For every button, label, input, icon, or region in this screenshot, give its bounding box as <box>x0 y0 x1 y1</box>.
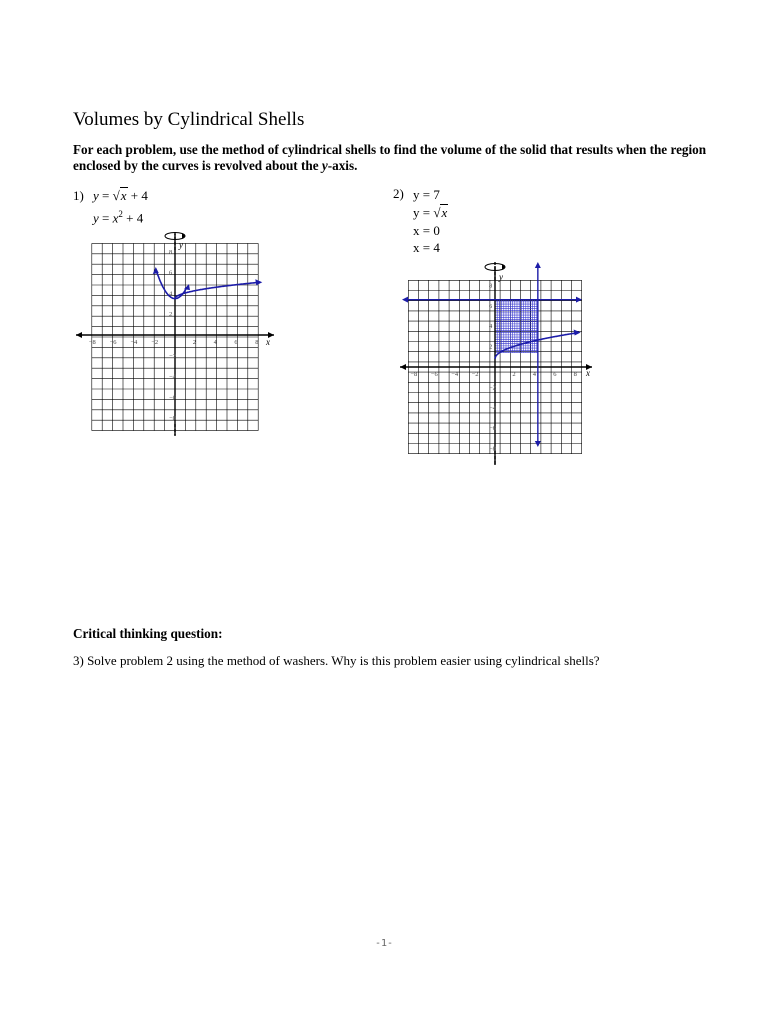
graph-1-y-tick-label: 2 <box>169 311 173 319</box>
graph-1-curve-arrow <box>153 267 159 274</box>
graph-1-x-tick-label: 6 <box>234 339 238 346</box>
graph-1-y-tick-label: −4 <box>169 373 176 381</box>
eq-exponent: 2 <box>118 209 123 219</box>
graph-2-x-tick-label: 6 <box>553 371 557 378</box>
graph-1-x-tick-label: 8 <box>255 339 259 346</box>
sqrt-symbol: √ <box>433 205 441 220</box>
instructions <box>73 142 733 174</box>
graph-2-y-tick-label: 2 <box>489 343 493 351</box>
problem-2-equation-1: y = 7 <box>413 187 440 202</box>
graph-2-curve-arrow <box>402 297 408 303</box>
graph-2-x-tick-label: −6 <box>430 371 438 378</box>
problem-2-equation-3: x = 0 <box>413 223 440 238</box>
graph-2-y-label: y <box>499 272 503 282</box>
graph-1-x-tick-label: 4 <box>213 339 217 346</box>
graph-1-x-arrow-left <box>76 332 82 338</box>
eq-var: y <box>93 188 99 203</box>
graph-1 <box>70 228 280 440</box>
graph-1-y-label: y <box>179 240 183 250</box>
graph-2-y-tick-label: 4 <box>489 323 493 331</box>
eq-base: x <box>112 210 119 226</box>
radicand: x <box>441 205 448 220</box>
graph-2-x-tick-label: −2 <box>471 371 479 378</box>
graph-2 <box>396 258 596 470</box>
radicand: x <box>120 188 127 203</box>
problem-1-equation-2 <box>93 206 143 226</box>
graph-1-x-tick-label: −2 <box>151 339 159 346</box>
graph-2-x-tick-label: −8 <box>410 371 418 378</box>
page-title: Volumes by Cylindrical Shells <box>73 109 305 130</box>
graph-2-curve-arrow <box>535 262 541 268</box>
graph-1-curve-arrow <box>255 279 262 285</box>
graph-2-x-label: x <box>586 368 590 378</box>
problem-1-number: 1) <box>73 188 84 203</box>
graph-1-x-label: x <box>266 337 270 347</box>
page-number: -1- <box>374 938 394 949</box>
graph-2-y-tick-label: −6 <box>489 425 496 433</box>
graph-2-x-tick-label: 4 <box>532 371 537 378</box>
problem-1-equation-1 <box>93 187 148 204</box>
graph-1-y-tick-label: −2 <box>169 352 176 360</box>
eq-rest: + 4 <box>122 210 144 226</box>
graph-2-x-arrow-left <box>400 364 406 370</box>
problem-2-equation-4: x = 4 <box>413 240 440 255</box>
graph-2-y-tick-label: 8 <box>489 282 493 290</box>
eq-lhs: y = <box>413 205 434 220</box>
graph-2-curve-arrow <box>576 297 582 303</box>
graph-2-curve-arrow <box>574 330 581 336</box>
graph-2-curve-arrow <box>535 441 541 447</box>
problem-2-equation-2 <box>413 204 448 221</box>
graph-2-y-tick-label: −2 <box>489 384 496 392</box>
eq-rest: + 4 <box>127 188 148 203</box>
problem-2-number: 2) <box>393 186 404 201</box>
graph-1-x-tick-label: −8 <box>88 339 96 346</box>
graph-2-x-tick-label: 8 <box>573 371 577 378</box>
graph-2-y-tick-label: 6 <box>489 302 493 310</box>
eq-sign: = <box>98 210 113 226</box>
question-3: 3) Solve problem 2 using the method of washers. Why is this problem easier using cylindrical shells? <box>73 653 600 668</box>
graph-2-x-tick-label: −4 <box>451 371 459 378</box>
graph-1-y-tick-label: 4 <box>169 290 173 298</box>
critical-heading: Critical thinking question: <box>73 626 223 641</box>
graph-2-y-tick-label: −4 <box>489 404 496 412</box>
instructions-var: y <box>321 158 328 173</box>
eq-sign: = <box>98 188 113 203</box>
eq-var: y <box>93 210 99 226</box>
instructions-text-1: For each problem, use the method of cylindrical shells to find the volume of the solid that results when the region enclosed by the curves is revolved about the <box>73 142 707 173</box>
instructions-text-2: -axis. <box>327 158 358 173</box>
graph-1-y-tick-label: −6 <box>169 394 176 402</box>
graph-1-y-tick-label: −8 <box>169 415 176 423</box>
graph-2-y-tick-label: −8 <box>489 445 496 453</box>
graph-2-x-tick-label: 2 <box>512 371 516 378</box>
graph-1-x-tick-label: 2 <box>192 339 197 346</box>
graph-1-x-tick-label: −6 <box>109 339 117 346</box>
graph-1-y-tick-label: 8 <box>169 248 173 256</box>
sqrt-symbol: √ <box>112 188 120 203</box>
graph-1-x-tick-label: −4 <box>130 339 138 346</box>
graph-1-y-tick-label: 6 <box>169 269 173 277</box>
